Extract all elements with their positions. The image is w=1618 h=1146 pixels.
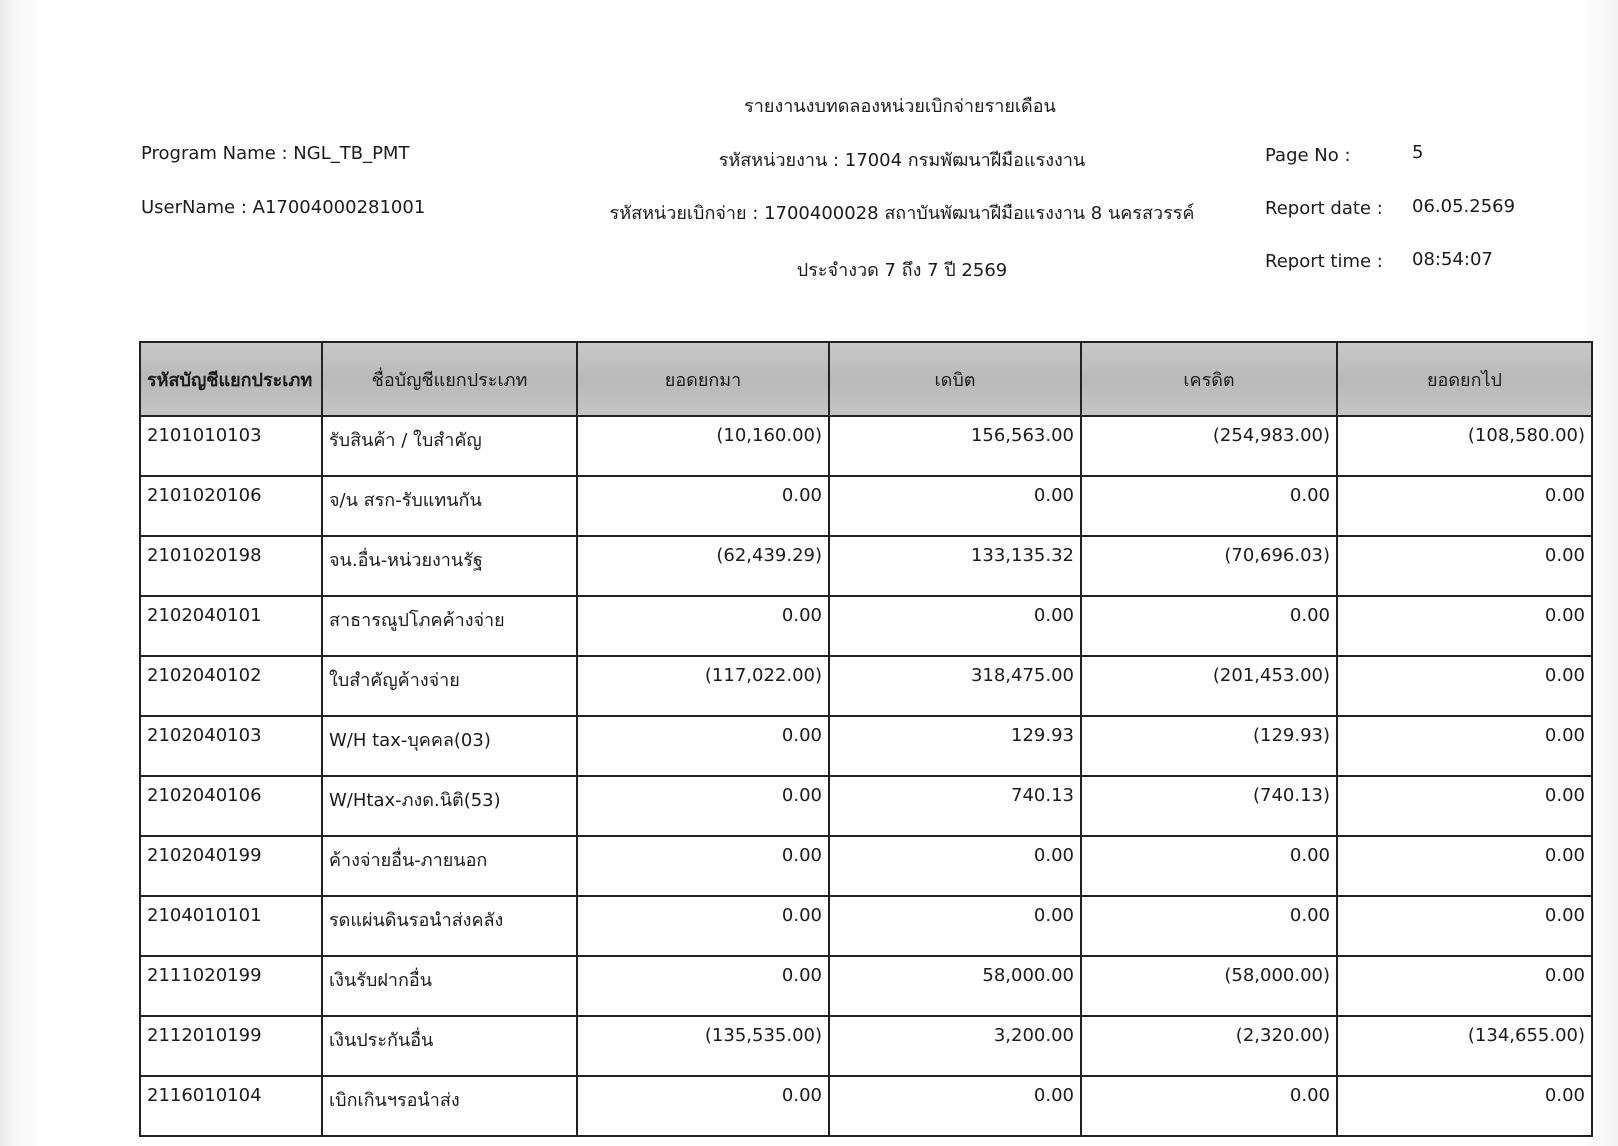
account-name-cell: W/H tax-บุคคล(03) [322,716,577,776]
page-no-label: Page No : [1265,145,1351,166]
account-name-cell: รับสินค้า / ใบสำคัญ [322,416,577,476]
report-date-label: Report date : [1265,198,1383,219]
account-name-cell: เงินประกันอื่น [322,1016,577,1076]
debit-cell: 133,135.32 [829,536,1081,596]
table-row [140,476,1592,536]
table-row [140,956,1592,1016]
opening-balance-cell: 0.00 [577,896,829,956]
account-name-cell: จ/น สรก-รับแทนกัน [322,476,577,536]
report-time-value: 08:54:07 [1412,249,1493,270]
account-code-cell: 2112010199 [140,1016,322,1076]
closing-balance-cell: 0.00 [1337,536,1592,596]
col-header-credit: เครดิต [1081,342,1337,416]
debit-cell: 58,000.00 [829,956,1081,1016]
debit-cell: 0.00 [829,1076,1081,1136]
closing-balance-cell: 0.00 [1337,776,1592,836]
account-code-cell: 2101020106 [140,476,322,536]
opening-balance-cell: 0.00 [577,956,829,1016]
credit-cell: (2,320.00) [1081,1016,1337,1076]
debit-cell: 129.93 [829,716,1081,776]
table-row [140,536,1592,596]
table-header-row [140,342,1592,416]
credit-cell: (58,000.00) [1081,956,1337,1016]
report-time-label: Report time : [1265,251,1383,272]
closing-balance-cell: 0.00 [1337,1076,1592,1136]
closing-balance-cell: 0.00 [1337,956,1592,1016]
credit-cell: (129.93) [1081,716,1337,776]
agency-code: รหัสหน่วยงาน : 17004 กรมพัฒนาฝีมือแรงงาน [718,150,1086,171]
credit-cell: 0.00 [1081,1076,1337,1136]
credit-cell: 0.00 [1081,596,1337,656]
account-name-cell: ค้างจ่ายอื่น-ภายนอก [322,836,577,896]
credit-cell: (70,696.03) [1081,536,1337,596]
debit-cell: 740.13 [829,776,1081,836]
closing-balance-cell: 0.00 [1337,896,1592,956]
account-name-cell: ใบสำคัญค้างจ่าย [322,656,577,716]
account-code-cell: 2104010101 [140,896,322,956]
debit-cell: 0.00 [829,476,1081,536]
opening-balance-cell: (135,535.00) [577,1016,829,1076]
program-name: Program Name : NGL_TB_PMT [141,143,410,164]
debit-cell: 318,475.00 [829,656,1081,716]
account-name-cell: เบิกเกินฯรอนำส่ง [322,1076,577,1136]
opening-balance-cell: 0.00 [577,836,829,896]
report-date-value: 06.05.2569 [1412,196,1516,217]
account-code-cell: 2102040106 [140,776,322,836]
credit-cell: (740.13) [1081,776,1337,836]
debit-cell: 0.00 [829,596,1081,656]
table-row [140,1076,1592,1136]
credit-cell: 0.00 [1081,896,1337,956]
account-name-cell: จน.อื่น-หน่วยงานรัฐ [322,536,577,596]
credit-cell: (254,983.00) [1081,416,1337,476]
account-name-cell: เงินรับฝากอื่น [322,956,577,1016]
opening-balance-cell: 0.00 [577,776,829,836]
debit-cell: 0.00 [829,836,1081,896]
table-row [140,716,1592,776]
credit-cell: 0.00 [1081,476,1337,536]
opening-balance-cell: 0.00 [577,716,829,776]
opening-balance-cell: (117,022.00) [577,656,829,716]
trial-balance-table [139,341,1593,1137]
opening-balance-cell: 0.00 [577,596,829,656]
table-row [140,1016,1592,1076]
disbursing-unit: รหัสหน่วยเบิกจ่าย : 1700400028 สถาบันพัฒนาฝีมือแรงงาน 8 นครสวรรค์ [609,203,1195,224]
credit-cell: (201,453.00) [1081,656,1337,716]
account-code-cell: 2102040103 [140,716,322,776]
debit-cell: 156,563.00 [829,416,1081,476]
closing-balance-cell: 0.00 [1337,476,1592,536]
col-header-account-code: รหัสบัญชีแยกประเภท [140,342,322,416]
table-row [140,896,1592,956]
table-row [140,836,1592,896]
opening-balance-cell: 0.00 [577,476,829,536]
table-row [140,656,1592,716]
debit-cell: 3,200.00 [829,1016,1081,1076]
closing-balance-cell: 0.00 [1337,656,1592,716]
closing-balance-cell: 0.00 [1337,596,1592,656]
opening-balance-cell: (10,160.00) [577,416,829,476]
opening-balance-cell: (62,439.29) [577,536,829,596]
debit-cell: 0.00 [829,896,1081,956]
account-name-cell: สาธารณูปโภคค้างจ่าย [322,596,577,656]
account-name-cell: W/Htax-ภงด.นิติ(53) [322,776,577,836]
account-code-cell: 2111020199 [140,956,322,1016]
account-code-cell: 2101020198 [140,536,322,596]
user-name: UserName : A17004000281001 [141,197,426,218]
report-title: รายงานงบทดลองหน่วยเบิกจ่ายรายเดือน [744,96,1056,117]
col-header-account-name: ชื่อบัญชีแยกประเภท [322,342,577,416]
col-header-closing-balance: ยอดยกไป [1337,342,1592,416]
account-code-cell: 2116010104 [140,1076,322,1136]
credit-cell: 0.00 [1081,836,1337,896]
account-name-cell: รดแผ่นดินรอนำส่งคลัง [322,896,577,956]
closing-balance-cell: (134,655.00) [1337,1016,1592,1076]
closing-balance-cell: (108,580.00) [1337,416,1592,476]
account-code-cell: 2102040102 [140,656,322,716]
account-code-cell: 2102040101 [140,596,322,656]
closing-balance-cell: 0.00 [1337,716,1592,776]
col-header-debit: เดบิต [829,342,1081,416]
report-period: ประจำงวด 7 ถึง 7 ปี 2569 [796,260,1008,281]
table-row [140,596,1592,656]
table-body [140,416,1592,1136]
closing-balance-cell: 0.00 [1337,836,1592,896]
account-code-cell: 2102040199 [140,836,322,896]
table-row [140,776,1592,836]
table-row [140,416,1592,476]
col-header-opening-balance: ยอดยกมา [577,342,829,416]
opening-balance-cell: 0.00 [577,1076,829,1136]
account-code-cell: 2101010103 [140,416,322,476]
page-no-value: 5 [1412,142,1424,163]
